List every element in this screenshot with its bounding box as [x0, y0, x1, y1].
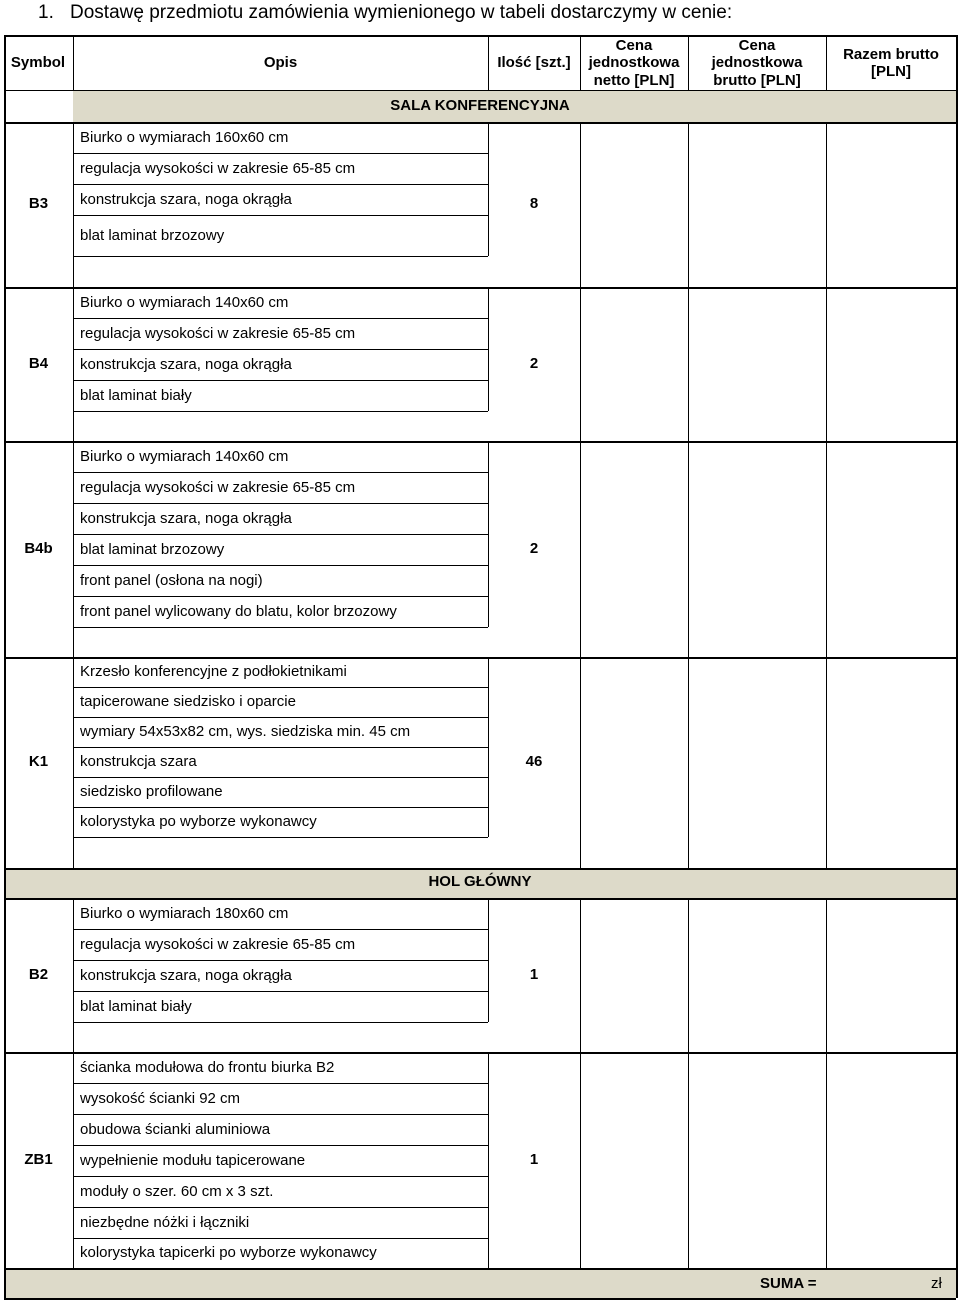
item-col-separator	[580, 1052, 581, 1268]
desc-line-separator	[73, 960, 488, 961]
desc-line-separator	[73, 565, 488, 566]
desc-right-border	[488, 122, 489, 256]
desc-line-separator	[73, 1268, 488, 1269]
item-desc-line: regulacja wysokości w zakresie 65-85 cm	[80, 478, 356, 496]
section-sala-konferencyjna: SALA KONFERENCYJNA	[390, 97, 570, 114]
table-right-border	[956, 35, 958, 1298]
desc-line-separator	[73, 991, 488, 992]
item-desc-line: front panel wylicowany do blatu, kolor brzozowy	[80, 602, 397, 620]
desc-line-separator	[73, 472, 488, 473]
item-row-border	[4, 287, 956, 289]
item-row-border	[4, 441, 956, 443]
table-left-border	[4, 35, 6, 1298]
desc-line-separator	[73, 837, 488, 838]
item-desc-line: Biurko o wymiarach 140x60 cm	[80, 447, 289, 465]
desc-line-separator	[73, 687, 488, 688]
item-desc-line: tapicerowane siedzisko i oparcie	[80, 693, 296, 710]
desc-line-separator	[73, 929, 488, 930]
item-col-separator	[580, 122, 581, 287]
desc-right-border	[488, 287, 489, 411]
item-desc-line: niezbędne nóżki i łączniki	[80, 1213, 250, 1231]
desc-line-separator	[73, 1083, 488, 1084]
desc-line-separator	[73, 777, 488, 778]
item-desc-line: wysokość ścianki 92 cm	[80, 1089, 241, 1107]
item-desc-line: blat laminat brzozowy	[80, 540, 225, 558]
item-desc-line: kolorystyka po wyborze wykonawcy	[80, 813, 317, 830]
item-row-border	[4, 1052, 956, 1054]
desc-line-separator	[73, 534, 488, 535]
item-desc-line: blat laminat biały	[80, 997, 192, 1015]
desc-line-separator	[73, 1022, 488, 1023]
item-symbol: B2	[28, 966, 49, 983]
col-header-cena-brutto: Cena jednostkowa brutto [PLN]	[711, 36, 803, 89]
desc-right-border	[488, 898, 489, 1022]
item-desc-line: konstrukcja szara, noga okrągła	[80, 509, 292, 527]
desc-right-border	[488, 657, 489, 837]
item-desc-line: wypełnienie modułu tapicerowane	[80, 1151, 306, 1169]
item-col-separator	[580, 898, 581, 1052]
col-header-razem: Razem brutto [PLN]	[843, 45, 939, 80]
item-desc-line: wymiary 54x53x82 cm, wys. siedziska min. 45 cm	[80, 723, 411, 740]
item-quantity: 2	[529, 540, 539, 557]
item-desc-line: konstrukcja szara, noga okrągła	[80, 190, 292, 208]
item-col-separator	[688, 122, 689, 287]
item-col-separator	[580, 441, 581, 657]
page-heading	[38, 2, 732, 24]
section-line	[4, 122, 956, 124]
item-row-border	[4, 868, 956, 870]
section-hol-glowny: HOL GŁÓWNY	[428, 873, 532, 890]
desc-line-separator	[73, 807, 488, 808]
heading-number: 1.	[38, 2, 54, 23]
item-desc-line: kolorystyka tapicerki po wyborze wykonawcy	[80, 1244, 377, 1261]
item-col-separator	[580, 287, 581, 441]
desc-line-separator	[73, 318, 488, 319]
desc-line-separator	[73, 380, 488, 381]
item-col-separator	[688, 657, 689, 868]
item-desc-line: konstrukcja szara, noga okrągła	[80, 355, 292, 373]
desc-line-separator	[73, 1114, 488, 1115]
heading-text: Dostawę przedmiotu zamówienia wymienionego w tabeli dostarczymy w cenie:	[70, 2, 733, 23]
item-col-separator	[826, 441, 827, 657]
desc-line-separator	[73, 1207, 488, 1208]
desc-line-separator	[73, 184, 488, 185]
desc-line-separator	[73, 411, 488, 412]
item-symbol: ZB1	[24, 1151, 53, 1168]
item-quantity: 2	[529, 355, 539, 372]
item-desc-line: regulacja wysokości w zakresie 65-85 cm	[80, 324, 356, 342]
col-header-cena-netto: Cena jednostkowa netto [PLN]	[588, 36, 680, 89]
desc-line-separator	[73, 349, 488, 350]
item-desc-line: moduły o szer. 60 cm x 3 szt.	[80, 1182, 274, 1200]
item-desc-line: front panel (osłona na nogi)	[80, 571, 263, 589]
desc-line-separator	[73, 747, 488, 748]
col-header-ilosc: Ilość [szt.]	[497, 54, 571, 72]
item-col-separator	[688, 441, 689, 657]
desc-line-separator	[73, 1176, 488, 1177]
item-col-separator	[688, 898, 689, 1052]
item-symbol: B4b	[24, 540, 53, 557]
desc-line-separator	[73, 1238, 488, 1239]
item-quantity: 46	[525, 753, 543, 770]
item-col-separator	[826, 1052, 827, 1268]
item-col-separator	[73, 287, 74, 441]
item-desc-line: blat laminat biały	[80, 386, 192, 404]
item-col-separator	[826, 122, 827, 287]
item-desc-line: siedzisko profilowane	[80, 783, 223, 800]
item-desc-line: Biurko o wymiarach 180x60 cm	[80, 904, 289, 922]
desc-line-separator	[73, 596, 488, 597]
desc-line-separator	[73, 215, 488, 216]
item-col-separator	[826, 898, 827, 1052]
item-col-separator	[826, 287, 827, 441]
desc-line-separator	[73, 1145, 488, 1146]
item-col-separator	[73, 1052, 74, 1268]
item-col-separator	[688, 287, 689, 441]
item-col-separator	[688, 1052, 689, 1268]
col-header-opis: Opis	[263, 54, 298, 72]
item-quantity: 1	[529, 966, 539, 983]
col-header-symbol: Symbol	[10, 54, 66, 72]
item-desc-line: blat laminat brzozowy	[80, 226, 225, 244]
item-col-separator	[580, 657, 581, 868]
suma-label: SUMA =	[760, 1275, 817, 1292]
desc-line-separator	[73, 717, 488, 718]
item-col-separator	[73, 898, 74, 1052]
item-desc-line: regulacja wysokości w zakresie 65-85 cm	[80, 159, 356, 177]
item-quantity: 1	[529, 1151, 539, 1168]
currency-label: zł	[931, 1275, 942, 1292]
section-line	[4, 898, 956, 900]
item-col-separator	[73, 122, 74, 287]
item-desc-line: Krzesło konferencyjne z podłokietnikami	[80, 663, 347, 680]
table-bottom-border	[4, 1298, 956, 1300]
header-bottom-line	[4, 90, 956, 91]
item-desc-line: ścianka modułowa do frontu biurka B2	[80, 1058, 335, 1076]
desc-line-separator	[73, 503, 488, 504]
desc-right-border	[488, 441, 489, 627]
item-desc-line: konstrukcja szara, noga okrągła	[80, 966, 292, 984]
item-desc-line: obudowa ścianki aluminiowa	[80, 1120, 271, 1138]
item-symbol: B4	[28, 355, 49, 372]
desc-line-separator	[73, 627, 488, 628]
desc-line-separator	[73, 256, 488, 257]
item-col-separator	[73, 441, 74, 657]
item-desc-line: Biurko o wymiarach 160x60 cm	[80, 128, 289, 146]
item-desc-line: konstrukcja szara	[80, 753, 197, 770]
item-col-separator	[826, 657, 827, 868]
item-symbol: K1	[28, 753, 49, 770]
desc-line-separator	[73, 153, 488, 154]
item-desc-line: Biurko o wymiarach 140x60 cm	[80, 293, 289, 311]
item-desc-line: regulacja wysokości w zakresie 65-85 cm	[80, 935, 356, 953]
item-quantity: 8	[529, 195, 539, 212]
item-symbol: B3	[28, 195, 49, 212]
item-row-border	[4, 657, 956, 659]
